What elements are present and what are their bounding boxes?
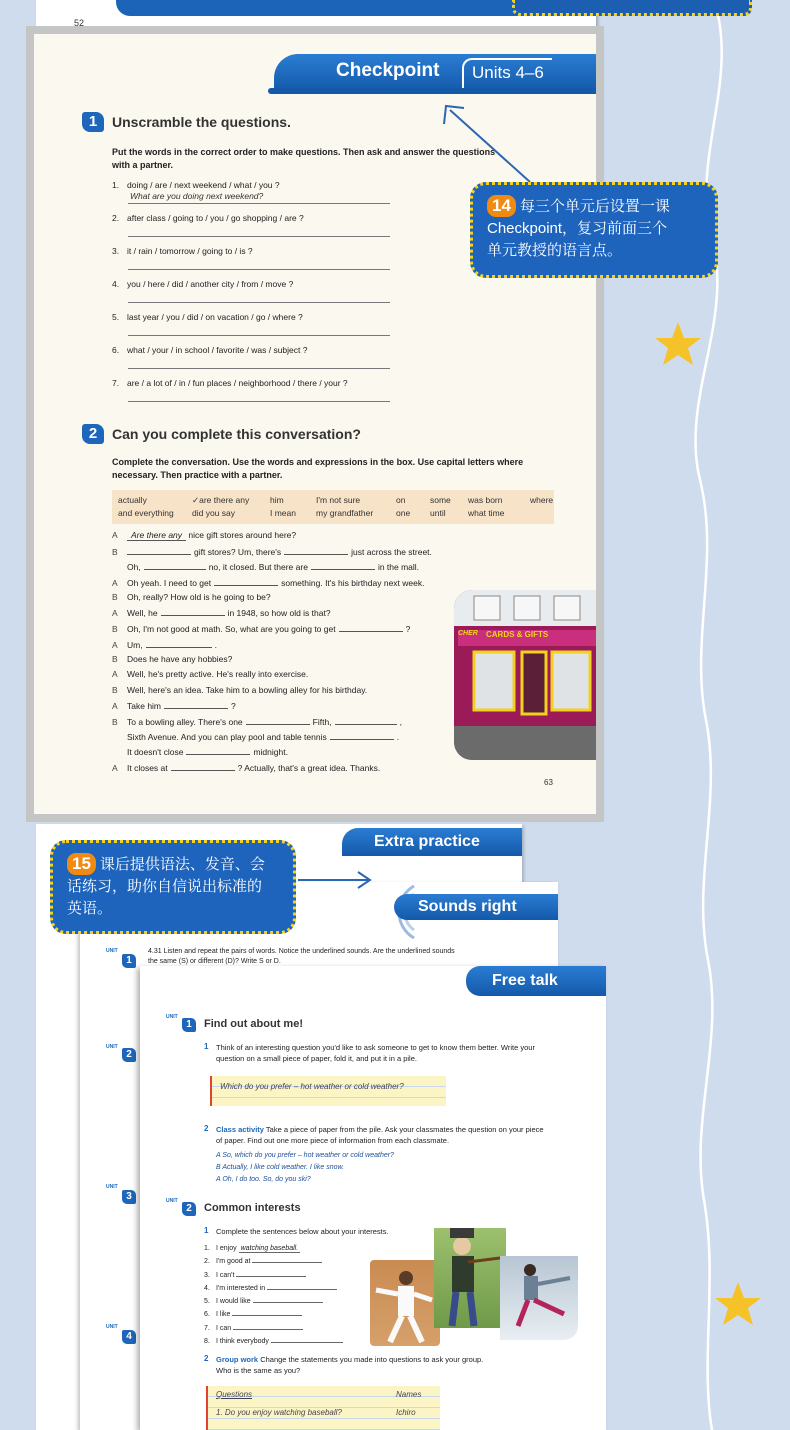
sentence-number: 2.	[204, 1258, 210, 1266]
task-number: 1	[204, 1226, 209, 1235]
sentence-item	[204, 1255, 343, 1268]
speaker-label: A	[112, 530, 118, 540]
sentence-number: 5.	[204, 1298, 210, 1306]
line-text: in the mall.	[377, 562, 420, 572]
speaker-label: B	[112, 547, 118, 557]
conversation-line	[112, 639, 217, 650]
table-header-names: Names	[396, 1390, 422, 1399]
question-item	[112, 378, 348, 388]
fill-in-blank[interactable]	[311, 561, 375, 570]
fill-in-blank[interactable]	[253, 1295, 323, 1303]
question-number: 6.	[112, 345, 120, 355]
section-title: Can you complete this conversation?	[112, 426, 361, 442]
section-2-instructions	[112, 456, 523, 482]
question-number: 4.	[112, 279, 120, 289]
line-text: Well, he	[127, 608, 158, 618]
question-number: 3.	[112, 246, 120, 256]
sentence-text: I'm good at	[216, 1258, 251, 1266]
fill-in-blank[interactable]	[252, 1255, 322, 1263]
speaker-label: A	[112, 763, 118, 773]
line-text: no, it closed. But there are	[208, 562, 308, 572]
conversation-line	[112, 669, 308, 679]
example-answer: Are there any	[127, 530, 186, 541]
fill-in-blank[interactable]	[271, 1335, 343, 1343]
section-1-instructions	[112, 146, 495, 172]
line-text: Um,	[127, 640, 143, 650]
word-box-item: my grandfather	[316, 508, 374, 518]
unit-number: 3	[122, 1190, 136, 1204]
line-text: Take him	[127, 701, 162, 711]
skater-figure	[500, 1256, 578, 1340]
word-box	[112, 490, 554, 524]
dialog-line: A Oh, I do too. So, do you ski?	[216, 1176, 311, 1183]
section-number: 1	[82, 112, 104, 132]
question-words: are / a lot of / in / fun places / neighborhood / there / your ?	[127, 378, 348, 388]
unit-title: Find out about me!	[204, 1018, 303, 1030]
word-box-item: him	[270, 495, 284, 505]
fill-in-blank[interactable]	[214, 577, 278, 586]
line-text: To a bowling alley. There's one	[127, 717, 243, 727]
free-talk-page	[140, 966, 606, 1430]
answer-line[interactable]	[128, 269, 390, 270]
dialog-line: A So, which do you prefer – hot weather or cold weather?	[216, 1152, 394, 1159]
sentence-item	[204, 1322, 343, 1335]
word-box-item: where	[530, 495, 554, 505]
question-item	[112, 213, 304, 223]
line-text: Well, here's an idea. Take him to a bowling alley for his birthday.	[127, 685, 368, 695]
fill-in-blank[interactable]	[171, 762, 235, 771]
unit-number: 1	[122, 954, 136, 968]
task-number: 2	[204, 1354, 209, 1363]
shop-photo	[454, 590, 596, 760]
answer-text: What are you doing next weekend?	[130, 191, 264, 201]
sentence-answer: watching baseball.	[240, 1245, 299, 1252]
fill-in-blank[interactable]	[161, 607, 225, 616]
word-box-item: on	[396, 495, 406, 505]
instr-line: necessary. Then practice with a partner.	[112, 470, 283, 480]
question-number: 2.	[112, 213, 120, 223]
callout-text: 单元教授的语言点。	[487, 242, 623, 259]
fill-in-blank[interactable]	[335, 716, 397, 725]
question-table	[206, 1386, 440, 1430]
sentence-text: I can't	[216, 1271, 235, 1279]
unit-label: UNIT	[106, 1184, 118, 1190]
callout-text: 话练习，助你自信说出标准的	[67, 878, 263, 895]
sticky-note	[210, 1076, 446, 1106]
question-words: what / your / in school / favorite / was / subject ?	[127, 345, 308, 355]
table-header-questions: Questions	[216, 1390, 253, 1399]
sentence-number: 8.	[204, 1338, 210, 1346]
line-text: It closes at	[127, 763, 168, 773]
instr-line: with a partner.	[112, 160, 174, 170]
task-line: Change the statements you made into questions to ask your group.	[260, 1355, 484, 1364]
task-number: 2	[204, 1124, 209, 1133]
sentence-item	[204, 1242, 343, 1255]
question-words: last year / you / did / on vacation / go / where ?	[127, 312, 303, 322]
task-label: Group work	[216, 1355, 259, 1364]
table-cell-name: Ichiro	[396, 1408, 416, 1417]
line-text: just across the street.	[351, 547, 432, 557]
line-text: ?	[231, 701, 236, 711]
sentence-number: 3.	[204, 1271, 210, 1279]
speaker-label: B	[112, 685, 118, 695]
line-text: Oh, really? How old is he going to be?	[127, 592, 271, 602]
speaker-label: A	[112, 578, 118, 588]
callout-text: 英语。	[67, 900, 113, 917]
line-text: ?	[405, 624, 411, 634]
section-1-header	[82, 112, 291, 132]
answer-line[interactable]	[128, 203, 390, 204]
sounds-instruction: the same (S) or different (D)? Write S or D.	[148, 958, 281, 965]
conversation-line	[112, 685, 367, 695]
word-box-item: until	[430, 508, 446, 518]
fill-in-blank[interactable]	[164, 700, 228, 709]
answer-line[interactable]	[128, 335, 390, 336]
extra-practice-header	[342, 828, 522, 856]
speaker-label: B	[112, 717, 118, 727]
question-number: 5.	[112, 312, 120, 322]
speaker-label: B	[112, 592, 118, 602]
task-2-text	[216, 1124, 600, 1146]
line-text: .	[214, 640, 217, 650]
unit-label: UNIT	[166, 1198, 178, 1204]
conversation-line	[112, 731, 399, 742]
unit-label: UNIT	[106, 1324, 118, 1330]
fill-in-blank[interactable]	[284, 546, 348, 555]
fill-in-blank[interactable]	[330, 731, 394, 740]
unit-number: 2	[122, 1048, 136, 1062]
sounds-right-header	[394, 894, 558, 920]
line-text: something. It's his birthday next week.	[281, 578, 425, 588]
sentence-number: 1.	[204, 1245, 210, 1252]
sentence-number: 4.	[204, 1284, 210, 1292]
speaker-label: B	[112, 654, 118, 664]
line-text: nice gift stores around here?	[188, 530, 297, 540]
task-number: 1	[204, 1042, 209, 1051]
callout-14	[470, 182, 718, 278]
fill-in-blank[interactable]	[144, 561, 206, 570]
line-text: Oh,	[127, 562, 141, 572]
unit-number: 1	[182, 1018, 196, 1032]
dialog-line: B Actually, I like cold weather. I like snow.	[216, 1164, 345, 1171]
sentence-item	[204, 1335, 343, 1348]
section-title: Unscramble the questions.	[112, 114, 291, 130]
conversation-line	[112, 530, 296, 540]
conversation-line	[112, 716, 402, 727]
fill-in-blank[interactable]	[267, 1282, 337, 1290]
free-talk-title: Free talk	[492, 972, 558, 989]
speaker-label: A	[112, 701, 118, 711]
task-line: Think of an interesting question you'd like to ask someone to get to know them better. Write your	[216, 1043, 535, 1052]
unit-number: 4	[122, 1330, 136, 1344]
sentence-number: 6.	[204, 1311, 210, 1319]
callout-text: 每三个单元后设置一课	[519, 198, 670, 215]
answer-line[interactable]	[128, 368, 390, 369]
note-text: Which do you prefer – hot weather or cold weather?	[220, 1082, 404, 1091]
sentence-list	[204, 1242, 343, 1348]
violin-photo	[434, 1228, 506, 1328]
task-line: question on a small piece of paper, fold it, and put it in a pile.	[216, 1054, 417, 1063]
conversation-line	[112, 592, 271, 602]
callout-text: 课后提供语法、发音、会	[99, 856, 265, 873]
line-text: ,	[399, 717, 402, 727]
word-box-item: ✓are there any	[192, 495, 250, 505]
sentence-item	[204, 1269, 343, 1282]
instr-line: Put the words in the correct order to make questions. Then ask and answer the questions	[112, 147, 496, 157]
page-number: 63	[544, 778, 553, 787]
checkpoint-units: Units 4–6	[462, 58, 552, 88]
line-text: .	[396, 732, 400, 742]
fill-in-blank[interactable]	[233, 1322, 303, 1330]
violin-figure	[434, 1228, 506, 1328]
word-box-item: one	[396, 508, 411, 518]
word-box-item: I'm not sure	[316, 495, 361, 505]
word-box-item: what time	[468, 508, 505, 518]
sentence-text: I like	[216, 1311, 231, 1319]
line-text: It doesn't close	[127, 747, 184, 757]
instr-line: Complete the conversation. Use the words and expressions in the box. Use capital letters where	[112, 457, 524, 467]
callout-number: 14	[487, 195, 516, 217]
checkpoint-header	[274, 54, 596, 92]
fill-in-blank[interactable]	[127, 546, 191, 555]
conversation-line	[112, 607, 331, 618]
word-box-item: I mean	[270, 508, 296, 518]
conversation-line	[112, 577, 424, 588]
task-label: Class activity	[216, 1125, 264, 1134]
task-line: Take a piece of paper from the pile. Ask your classmates the question on your piece	[265, 1125, 544, 1134]
fill-in-blank[interactable]	[339, 623, 403, 632]
shop-illustration	[454, 590, 596, 760]
word-box-item: actually	[118, 495, 147, 505]
sounds-right-title: Sounds right	[418, 898, 517, 915]
line-text: Oh yeah. I need to get	[127, 578, 212, 588]
skating-photo	[500, 1256, 578, 1340]
shop-logo: CHER	[458, 630, 478, 637]
unit-label: UNIT	[106, 1044, 118, 1050]
sentence-text: I can	[216, 1324, 232, 1332]
star-icon	[715, 1282, 761, 1325]
extra-practice-title: Extra practice	[374, 833, 480, 850]
word-box-item: and everything	[118, 508, 174, 518]
callout-number: 15	[67, 853, 96, 875]
fill-in-blank[interactable]	[232, 1308, 302, 1316]
line-text: Sixth Avenue. And you can play pool and table tennis	[127, 732, 327, 742]
conversation-line	[112, 623, 410, 634]
section-number: 2	[82, 424, 104, 444]
sentence-number: 7.	[204, 1324, 210, 1332]
word-box-item: did you say	[192, 508, 235, 518]
checkpoint-title: Checkpoint	[336, 60, 440, 81]
section-2-header	[82, 424, 361, 444]
sample-dialog	[216, 1150, 394, 1186]
sentence-item	[204, 1282, 343, 1295]
conversation-line	[112, 700, 236, 711]
unit-title: Common interests	[204, 1202, 301, 1214]
question-item	[112, 345, 307, 355]
answer-line[interactable]	[128, 236, 390, 237]
question-item	[112, 246, 253, 256]
answer-line[interactable]	[128, 302, 390, 303]
question-item	[112, 180, 280, 190]
fill-in-blank[interactable]	[246, 716, 310, 725]
question-words: doing / are / next weekend / what / you ?	[127, 180, 280, 190]
free-talk-header	[466, 966, 606, 996]
sounds-instruction: 4.31 Listen and repeat the pairs of words. Notice the underlined sounds. Are the underlined sounds	[148, 948, 455, 955]
task-4-text	[216, 1354, 600, 1376]
unit-label: UNIT	[106, 948, 118, 954]
question-words: it / rain / tomorrow / going to / is ?	[127, 246, 253, 256]
speaker-label: B	[112, 624, 118, 634]
question-item	[112, 279, 293, 289]
line-text: ? Actually, that's a great idea. Thanks.	[237, 763, 381, 773]
line-text: Fifth,	[312, 717, 332, 727]
conversation-line	[112, 746, 288, 757]
line-text: gift stores? Um, there's	[194, 547, 282, 557]
fill-in-blank[interactable]	[146, 639, 212, 648]
page-number: 52	[74, 18, 85, 28]
task-line: of paper. Find out one more piece of information from each classmate.	[216, 1136, 450, 1145]
callout-15	[50, 840, 296, 934]
karate-photo	[370, 1260, 440, 1346]
conversation-line	[112, 762, 380, 773]
callout-fragment	[512, 0, 752, 16]
word-box-item: was born	[468, 495, 503, 505]
karate-figure	[370, 1260, 440, 1346]
arrow-icon	[440, 100, 540, 190]
fill-in-blank[interactable]	[186, 746, 250, 755]
fill-in-blank[interactable]	[236, 1269, 306, 1277]
conversation-line	[112, 546, 432, 557]
unit-label: UNIT	[166, 1014, 178, 1020]
line-text: Oh, I'm not good at math. So, what are you going to get	[127, 624, 336, 634]
task-3-text: Complete the sentences below about your interests.	[216, 1227, 389, 1236]
callout-text: Checkpoint，复习前面三个	[487, 220, 668, 237]
sentence-text: I think everybody	[216, 1338, 269, 1346]
line-text: Does he have any hobbies?	[127, 654, 233, 664]
question-words: you / here / did / another city / from / move ?	[127, 279, 294, 289]
sentence-item	[204, 1295, 343, 1308]
question-number: 7.	[112, 378, 120, 388]
sentence-text: I would like	[216, 1298, 251, 1306]
line-text: Well, he's pretty active. He's really into exercise.	[127, 669, 309, 679]
speaker-label: A	[112, 640, 118, 650]
arrow-icon	[296, 868, 376, 892]
conversation-line	[112, 654, 232, 664]
question-item	[112, 312, 303, 322]
star-icon	[655, 322, 701, 365]
sentence-item	[204, 1308, 343, 1321]
line-text: midnight.	[253, 747, 288, 757]
speaker-label: A	[112, 669, 118, 679]
sentence-text: I'm interested in	[216, 1284, 266, 1292]
sentence-text: I enjoy	[216, 1245, 237, 1252]
word-box-item: some	[430, 495, 451, 505]
line-text: in 1948, so how old is that?	[227, 608, 331, 618]
table-cell-question: 1. Do you enjoy watching baseball?	[216, 1408, 342, 1417]
answer-line[interactable]	[128, 401, 390, 402]
task-line: Who is the same as you?	[216, 1366, 301, 1375]
speaker-label: A	[112, 608, 118, 618]
question-words: after class / going to / you / go shopping / are ?	[127, 213, 304, 223]
question-number: 1.	[112, 180, 120, 190]
shop-sign: CARDS & GIFTS	[486, 630, 549, 639]
conversation-line	[112, 561, 419, 572]
unit-number: 2	[182, 1202, 196, 1216]
task-1-text	[216, 1042, 600, 1064]
